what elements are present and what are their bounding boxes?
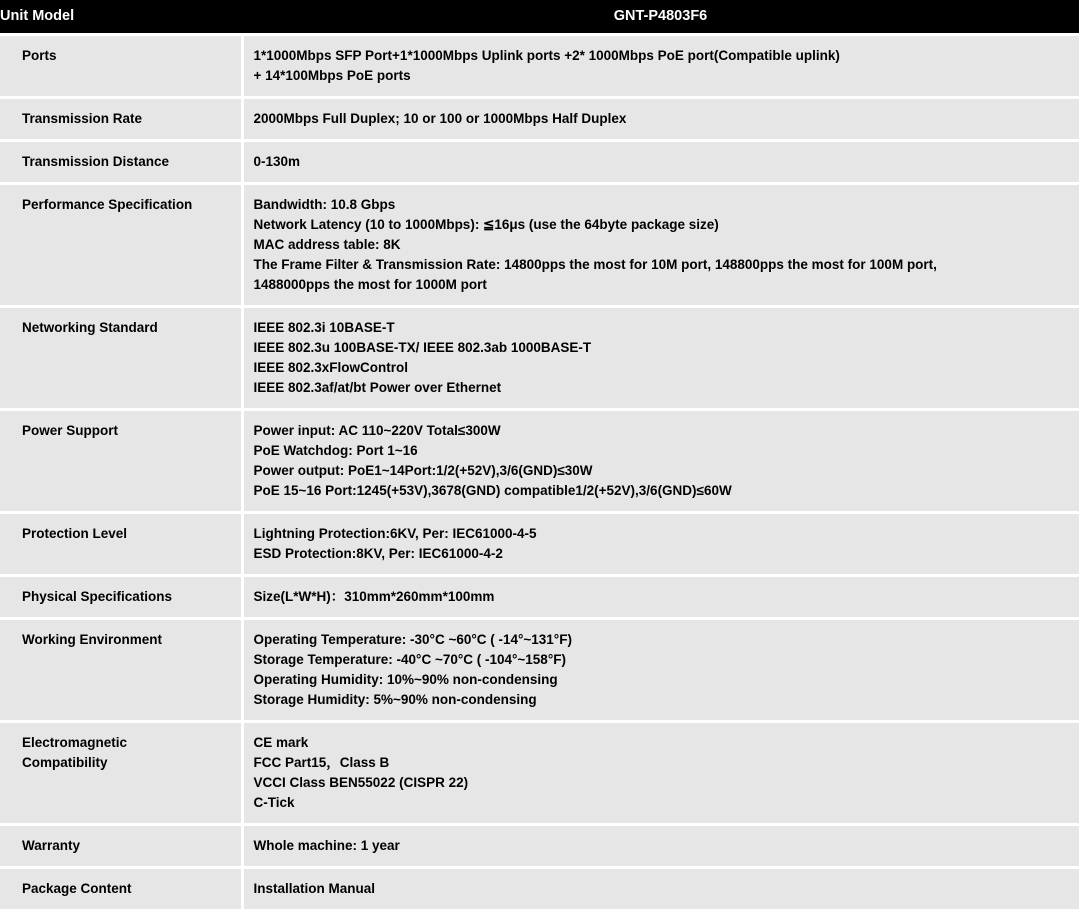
row-value-line: 1488000pps the most for 1000M port <box>254 275 1070 295</box>
row-value-line: Size(L*W*H)：310mm*260mm*100mm <box>254 587 1070 607</box>
row-value-line: 0-130m <box>254 152 1070 172</box>
row-label-line: Performance Specification <box>22 195 235 215</box>
row-value <box>242 307 1079 410</box>
row-value-line: Bandwidth: 10.8 Gbps <box>254 195 1070 215</box>
row-value-line: IEEE 802.3af/at/bt Power over Ethernet <box>254 378 1070 398</box>
row-label <box>0 184 242 307</box>
row-value <box>242 722 1079 825</box>
row-value-line: CE mark <box>254 733 1070 753</box>
row-label-line: Electromagnetic <box>22 733 235 753</box>
row-value-line: Whole machine: 1 year <box>254 836 1070 856</box>
header-value-cell: GNT-P4803F6 <box>242 0 1079 35</box>
table-row <box>0 98 1079 141</box>
row-value <box>242 825 1079 868</box>
row-label <box>0 35 242 98</box>
row-value <box>242 98 1079 141</box>
row-value-line: IEEE 802.3u 100BASE-TX/ IEEE 802.3ab 1000BASE-T <box>254 338 1070 358</box>
table-row <box>0 868 1079 909</box>
row-value-line: The Frame Filter & Transmission Rate: 14800pps the most for 10M port, 148800pps the most for 100M port, <box>254 255 1070 275</box>
row-label-line: Warranty <box>22 836 235 856</box>
table-row <box>0 184 1079 307</box>
row-label-line: Working Environment <box>22 630 235 650</box>
row-value-line: IEEE 802.3i 10BASE-T <box>254 318 1070 338</box>
table-row <box>0 619 1079 722</box>
row-value-line: Operating Temperature: -30°C ~60°C ( -14°~131°F) <box>254 630 1070 650</box>
row-label-line: Compatibility <box>22 753 235 773</box>
table-row <box>0 576 1079 619</box>
row-label-line: Transmission Distance <box>22 152 235 172</box>
row-label <box>0 410 242 513</box>
row-label-line: Physical Specifications <box>22 587 235 607</box>
row-label-line: Networking Standard <box>22 318 235 338</box>
row-label <box>0 307 242 410</box>
row-value-line: ESD Protection:8KV, Per: IEC61000-4-2 <box>254 544 1070 564</box>
row-value-line: Power input: AC 110~220V Total≤300W <box>254 421 1070 441</box>
table-row <box>0 307 1079 410</box>
row-value <box>242 141 1079 184</box>
table-row <box>0 410 1079 513</box>
row-label-line: Ports <box>22 46 235 66</box>
table-row <box>0 825 1079 868</box>
table-row <box>0 141 1079 184</box>
row-label <box>0 141 242 184</box>
table-row <box>0 513 1079 576</box>
row-label-line: Package Content <box>22 879 235 899</box>
row-label <box>0 576 242 619</box>
row-value <box>242 184 1079 307</box>
row-value-line: VCCI Class BEN55022 (CISPR 22) <box>254 773 1070 793</box>
row-value <box>242 513 1079 576</box>
table-row <box>0 722 1079 825</box>
row-value <box>242 576 1079 619</box>
row-label <box>0 619 242 722</box>
row-value-line: PoE Watchdog: Port 1~16 <box>254 441 1070 461</box>
row-label-line: Protection Level <box>22 524 235 544</box>
table-row <box>0 35 1079 98</box>
row-value <box>242 619 1079 722</box>
row-value-line: Storage Temperature: -40°C ~70°C ( -104°~158°F) <box>254 650 1070 670</box>
row-value-line: PoE 15~16 Port:1245(+53V),3678(GND) compatible1/2(+52V),3/6(GND)≤60W <box>254 481 1070 501</box>
row-value-line: Network Latency (10 to 1000Mbps): ≦16μs (use the 64byte package size) <box>254 215 1070 235</box>
row-label <box>0 825 242 868</box>
row-label-line: Transmission Rate <box>22 109 235 129</box>
row-value-line: 2000Mbps Full Duplex; 10 or 100 or 1000Mbps Half Duplex <box>254 109 1070 129</box>
row-value-line: C-Tick <box>254 793 1070 813</box>
row-label <box>0 722 242 825</box>
row-label-line: Power Support <box>22 421 235 441</box>
row-value-line: FCC Part15，Class B <box>254 753 1070 773</box>
row-value <box>242 410 1079 513</box>
table-header-row <box>0 0 1079 35</box>
row-value-line: + 14*100Mbps PoE ports <box>254 66 1070 86</box>
row-label <box>0 513 242 576</box>
header-label-cell: Unit Model <box>0 0 242 35</box>
row-value-line: 1*1000Mbps SFP Port+1*1000Mbps Uplink ports +2* 1000Mbps PoE port(Compatible uplink) <box>254 46 1070 66</box>
row-value-line: Power output: PoE1~14Port:1/2(+52V),3/6(GND)≤30W <box>254 461 1070 481</box>
row-value <box>242 868 1079 909</box>
row-value-line: MAC address table: 8K <box>254 235 1070 255</box>
row-value-line: Installation Manual <box>254 879 1070 899</box>
row-value-line: Lightning Protection:6KV, Per: IEC61000-4-5 <box>254 524 1070 544</box>
row-value-line: Operating Humidity: 10%~90% non-condensing <box>254 670 1070 690</box>
row-value <box>242 35 1079 98</box>
row-value-line: Storage Humidity: 5%~90% non-condensing <box>254 690 1070 710</box>
row-value-line: IEEE 802.3xFlowControl <box>254 358 1070 378</box>
row-label <box>0 868 242 909</box>
row-label <box>0 98 242 141</box>
